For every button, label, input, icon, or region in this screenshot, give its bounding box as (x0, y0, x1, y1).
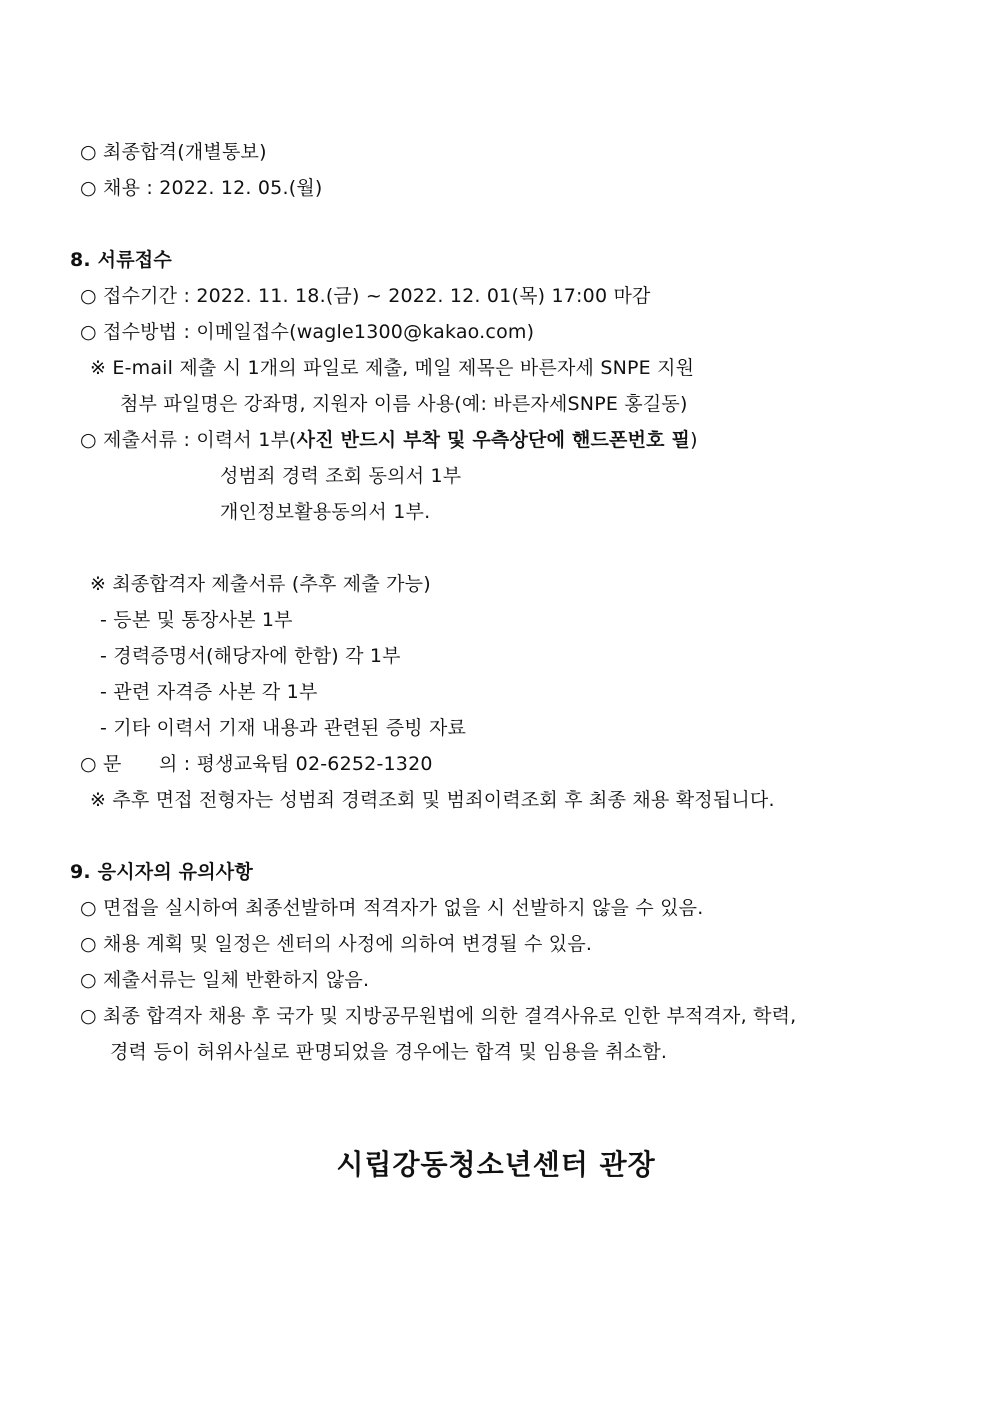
check-note-line: ※ 추후 면접 전형자는 성범죄 경력조회 및 범죄이력조회 후 최종 채용 확정됩니다. (90, 789, 775, 811)
hire-date-line: ○ 채용 : 2022. 12. 05.(월) (80, 177, 323, 199)
caution-item: ○ 면접을 실시하여 최종선발하며 적격자가 없을 시 선발하지 않을 수 있음. (80, 897, 704, 919)
docs-line (80, 427, 698, 453)
email-note-line-2: 첨부 파일명은 강좌명, 지원자 이름 사용(예: 바른자세SNPE 홍길동) (120, 393, 688, 415)
final-docs-item: - 등본 및 통장사본 1부 (100, 609, 293, 631)
final-pass-line: ○ 최종합격(개별통보) (80, 141, 267, 163)
docs-suffix: ) (690, 429, 698, 451)
docs-line-3: 개인정보활용동의서 1부. (220, 501, 431, 523)
period-line: ○ 접수기간 : 2022. 11. 18.(금) ~ 2022. 12. 01(목) 17:00 마감 (80, 285, 651, 307)
email-note-line-1: ※ E-mail 제출 시 1개의 파일로 제출, 메일 제목은 바른자세 SNPE 지원 (90, 357, 695, 379)
signature-title: 시립강동청소년센터 관장 (336, 1148, 656, 1181)
docs-prefix: ○ 제출서류 : 이력서 1부( (80, 429, 297, 451)
docs-bold-text: 사진 반드시 부착 및 우측상단에 핸드폰번호 필 (296, 429, 691, 451)
method-line: ○ 접수방법 : 이메일접수(wagle1300@kakao.com) (80, 321, 535, 343)
caution-item: ○ 최종 합격자 채용 후 국가 및 지방공무원법에 의한 결격사유로 인한 부적격자, 학력, (80, 1005, 797, 1027)
section8-heading: 8. 서류접수 (70, 249, 172, 271)
section9-heading: 9. 응시자의 유의사항 (70, 861, 253, 883)
final-docs-item: - 관련 자격증 사본 각 1부 (100, 681, 318, 703)
final-docs-title: ※ 최종합격자 제출서류 (추후 제출 가능) (90, 573, 431, 595)
caution-item: ○ 제출서류는 일체 반환하지 않음. (80, 969, 370, 991)
final-docs-item: - 경력증명서(해당자에 한함) 각 1부 (100, 645, 401, 667)
caution-item-continued: 경력 등이 허위사실로 판명되었을 경우에는 합격 및 임용을 취소함. (110, 1041, 668, 1063)
caution-item: ○ 채용 계획 및 일정은 센터의 사정에 의하여 변경될 수 있음. (80, 933, 593, 955)
docs-line-2: 성범죄 경력 조회 동의서 1부 (220, 465, 462, 487)
final-docs-item: - 기타 이력서 기재 내용과 관련된 증빙 자료 (100, 717, 467, 739)
inquiry-line: ○ 문 의 : 평생교육팀 02-6252-1320 (80, 753, 433, 775)
